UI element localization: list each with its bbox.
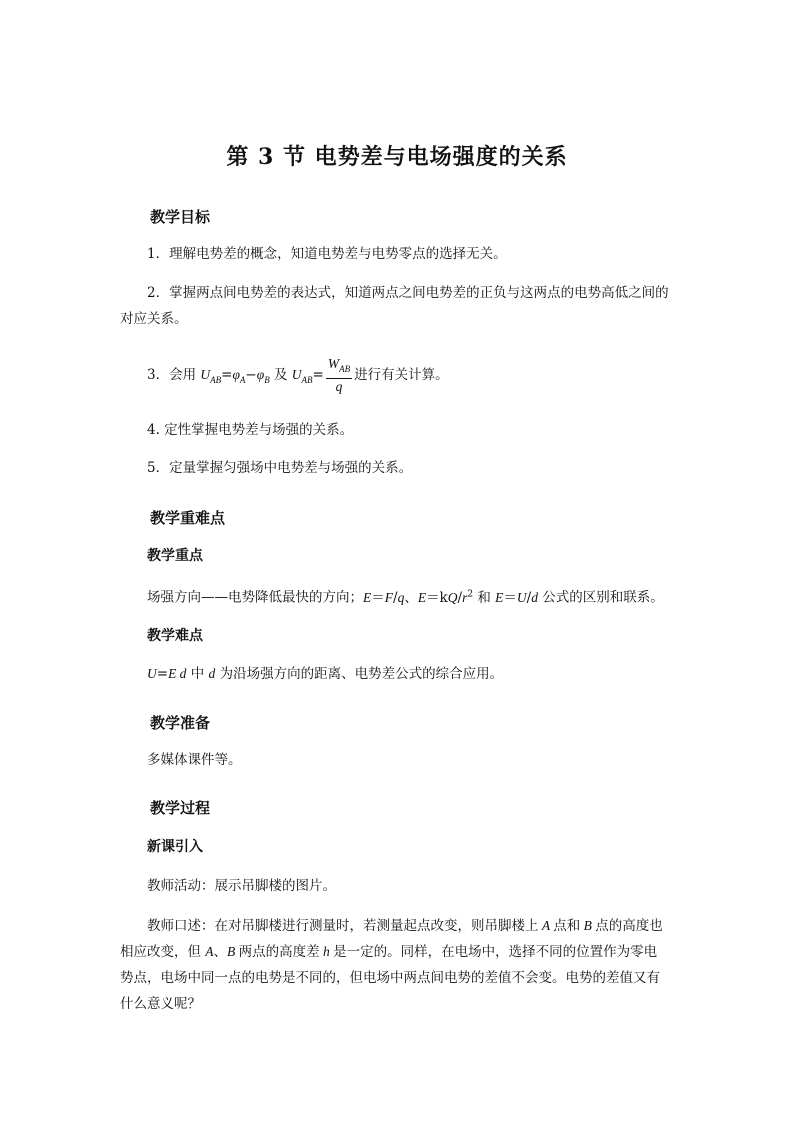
difficulty-text [147,664,667,684]
focus-text-a: 场强方向——电势降低最快的方向； [147,589,363,606]
narration-d: 两点的高度差 [238,944,320,960]
activity-text: 教师活动：展示吊脚楼的图片。 [147,878,336,894]
goal-item-4: 4. 定性掌握电势差与场强的关系。 [147,422,354,438]
focus-text-b: 公式的区别和联系。 [542,589,664,606]
section-heading-goals: 教学目标 [150,208,211,226]
narration-e: 是一定的。同样，在电场中，选择不同的位置作为零电势点，电场中同一点的电势是不同的，但电场中两点间电势的差值不会变。电势的差值又有什么意义呢？ [120,944,660,1012]
section-heading-key-points: 教学重难点 [150,509,226,527]
goal-item-2: 2．掌握两点间电势差的表达式，知道两点之间电势差的正负与这两点的电势高低之间的对应关系。 [120,285,669,327]
narration-a: 教师口述：在对吊脚楼进行测量时，若测量起点改变，则吊脚楼上 [147,918,539,934]
focus-text [147,584,667,608]
goal-item-1: 1．理解电势差的概念，知道电势差与电势零点的选择无关。 [147,246,507,262]
section-heading-process: 教学过程 [150,799,211,817]
subheading-difficulty: 教学难点 [147,628,203,644]
goal-item-3-suffix: 进行有关计算。 [354,366,449,383]
formula-potential-difference: $U_{AB}=\varphi_A-\varphi_B$ [200,366,270,385]
preparation-text: 多媒体课件等。 [147,752,242,768]
goal-item-5: 5．定量掌握匀强场中电势差与场强的关系。 [147,460,413,476]
difficulty-text-body: 为沿场强方向的距离、电势差公式的综合应用。 [219,666,504,682]
goal-item-3-mid: 及 [269,366,292,383]
height-h-label: h [319,944,334,959]
goal-item-3-prefix: 3．会用 [147,366,201,383]
narration-b: 点和 [553,918,581,934]
point-b-label: B [580,918,596,933]
points-ab-label: A [205,944,214,959]
goal-item-3 [147,356,667,395]
page-title: 第 3 节 电势差与电场强度的关系 [226,144,568,170]
formula-u-ed: U=E d 中 d [147,666,216,682]
narration-paragraph: 教师口述：在对吊脚楼进行测量时，若测量起点改变，则吊脚楼上 A 点和 B 点的高度也相应改变，但 A、B 两点的高度差 h 是一定的。同样，在电场中，选择不同的位置作为零电势点，电场中同一点的电势是不同的，但电场中两点间电势的差值不会变。电势的差值又有什么意义呢？ [120,918,663,1012]
formula-field-list: E＝F/q、$E=kQ/r^2$ 和 E＝U/d [363,589,538,606]
subheading-intro: 新课引入 [147,839,203,855]
narration-c: 点的高度也相应改变，但 [120,918,663,960]
subheading-focus: 教学重点 [147,548,203,564]
section-heading-preparation: 教学准备 [150,714,211,732]
point-a-label: A [538,918,554,933]
formula-work-ratio: $U_{AB}=$ $\frac{W_{AB}}{q}$ [291,356,351,394]
